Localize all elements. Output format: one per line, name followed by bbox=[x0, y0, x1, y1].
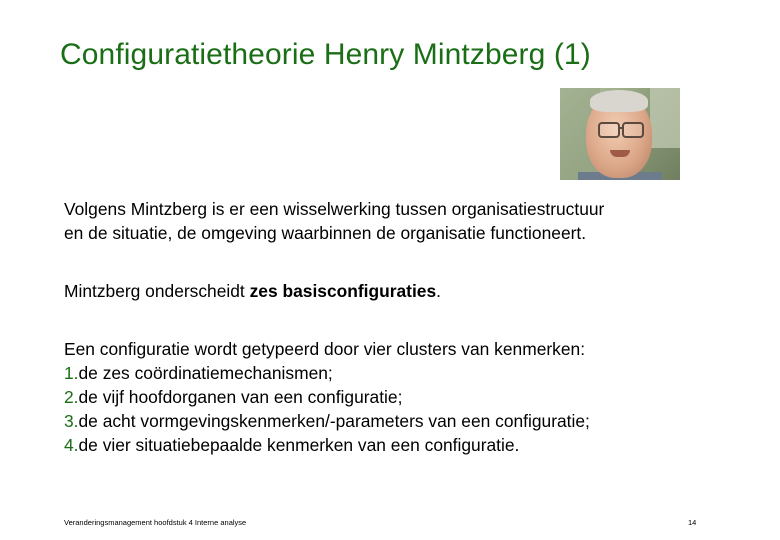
list-item bbox=[64, 409, 734, 433]
list-item bbox=[64, 385, 734, 409]
paragraph-interaction bbox=[64, 197, 734, 245]
photo-glasses-bridge bbox=[618, 127, 624, 129]
photo-glasses-left bbox=[598, 122, 620, 138]
page-number: 14 bbox=[688, 518, 697, 527]
portrait-photo bbox=[560, 88, 680, 180]
slide-title: Configuratietheorie Henry Mintzberg (1) bbox=[60, 38, 591, 71]
list-number: 2. bbox=[64, 387, 79, 407]
list-item bbox=[64, 361, 734, 385]
list-number: 1. bbox=[64, 363, 79, 383]
photo-glasses-right bbox=[622, 122, 644, 138]
paragraph-basisconfiguraties bbox=[64, 279, 734, 303]
paragraph-line: Volgens Mintzberg is er een wisselwerking tussen organisatiestructuur bbox=[64, 199, 605, 219]
paragraph-line: en de situatie, de omgeving waarbinnen de organisatie functioneert. bbox=[64, 223, 587, 243]
paragraph-clusters bbox=[64, 337, 734, 457]
list-number: 3. bbox=[64, 411, 79, 431]
text-prefix: Mintzberg onderscheidt bbox=[64, 281, 250, 301]
list-number: 4. bbox=[64, 435, 79, 455]
list-text: de vijf hoofdorganen van een configuratie; bbox=[78, 387, 403, 407]
list-text: de acht vormgevingskenmerken/-parameters van een configuratie; bbox=[78, 411, 590, 431]
paragraph-line bbox=[64, 279, 734, 303]
list-text: de vier situatiebepaalde kenmerken van een configuratie. bbox=[78, 435, 520, 455]
photo-background-light bbox=[650, 88, 680, 148]
list-item bbox=[64, 433, 734, 457]
list-text: de zes coördinatiemechanismen; bbox=[78, 363, 333, 383]
photo-hair bbox=[590, 90, 648, 112]
text-bold: zes basisconfiguraties bbox=[249, 281, 437, 301]
text-suffix: . bbox=[436, 281, 441, 301]
footer-text: Veranderingsmanagement hoofdstuk 4 Interne analyse bbox=[64, 518, 247, 527]
list-intro: Een configuratie wordt getypeerd door vier clusters van kenmerken: bbox=[64, 339, 586, 359]
